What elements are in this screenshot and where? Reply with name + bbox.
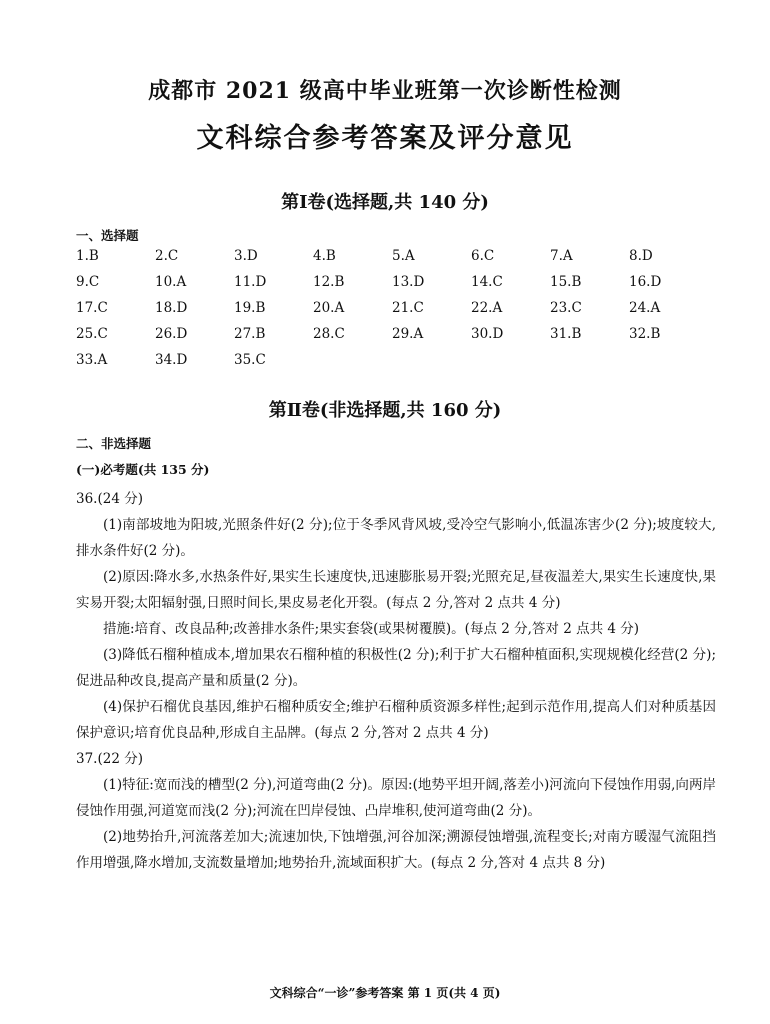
- answer-row: [76, 274, 716, 300]
- page-footer: 文科综合“一诊”参考答案 第 1 页(共 4 页): [269, 986, 501, 1000]
- answer-item: 16.D: [629, 274, 662, 290]
- answer-row: [76, 300, 716, 326]
- answer-item: 4.B: [313, 248, 336, 264]
- answer-item: 12.B: [313, 274, 345, 290]
- answer-item: 14.C: [471, 274, 503, 290]
- answer-item: 22.A: [471, 300, 503, 316]
- answer-paragraph: (2)地势抬升,河流落差加大;流速加快,下蚀增强,河谷加深;溯源侵蚀增强,流程变长;对南方暖湿气流阻挡作用增强,降水增加,支流数量增加;地势抬升,流域面积扩大。(每点 2 分,答对 4 点共 8 分): [76, 829, 716, 871]
- answer-row: [76, 248, 716, 274]
- answer-item: 3.D: [234, 248, 258, 264]
- answer-item: 33.A: [76, 352, 108, 368]
- answer-item: 27.B: [234, 326, 266, 342]
- answer-item: 29.A: [392, 326, 424, 342]
- part2-heading: 第Ⅱ卷(非选择题,共 160 分): [268, 400, 502, 421]
- answer-item: 11.D: [234, 274, 267, 290]
- answer-item: 9.C: [76, 274, 100, 290]
- section-label-choice: 一、选择题: [76, 228, 139, 243]
- answer-grid: [76, 248, 716, 378]
- answer-paragraph: (3)降低石榴种植成本,增加果农石榴种植的积极性(2 分);利于扩大石榴种植面积,实现规模化经营(2 分);促进品种改良,提高产量和质量(2 分)。: [76, 647, 716, 689]
- answer-item: 6.C: [471, 248, 495, 264]
- answer-item: 23.C: [550, 300, 582, 316]
- answer-body: [76, 486, 716, 876]
- answer-item: 28.C: [313, 326, 345, 342]
- answer-paragraph: (4)保护石榴优良基因,维护石榴种质安全;维护石榴种质资源多样性;起到示范作用,提高人们对种质基因保护意识;培育优良品种,形成自主品牌。(每点 2 分,答对 2 点共 4 分): [76, 699, 716, 741]
- answer-item: 34.D: [155, 352, 188, 368]
- answer-item: 10.A: [155, 274, 187, 290]
- answer-paragraph: (2)原因:降水多,水热条件好,果实生长速度快,迅速膨胀易开裂;光照充足,昼夜温差大,果实生长速度快,果实易开裂;太阳辐射强,日照时间长,果皮易老化开裂。(每点 2 分,答对 2 点共 4 分): [76, 569, 716, 611]
- answer-item: 15.B: [550, 274, 582, 290]
- subsection-required: (一)必考题(共 135 分): [76, 462, 210, 477]
- answer-item: 30.D: [471, 326, 504, 342]
- answer-item: 31.B: [550, 326, 582, 342]
- question-heading: 36.(24 分): [76, 491, 143, 507]
- document-subtitle: 文科综合参考答案及评分意见: [196, 123, 574, 154]
- answer-paragraph: (1)特征:宽而浅的槽型(2 分),河道弯曲(2 分)。原因:(地势平坦开阔,落差小)河流向下侵蚀作用弱,向两岸侵蚀作用强,河道宽而浅(2 分);河流在凹岸侵蚀、凸岸堆积,使河道弯曲(2 分)。: [76, 777, 716, 819]
- answer-item: 19.B: [234, 300, 266, 316]
- answer-item: 32.B: [629, 326, 661, 342]
- answer-item: 20.A: [313, 300, 345, 316]
- answer-item: 24.A: [629, 300, 661, 316]
- answer-row: [76, 352, 716, 378]
- answer-item: 25.C: [76, 326, 108, 342]
- answer-item: 8.D: [629, 248, 653, 264]
- answer-row: [76, 326, 716, 352]
- answer-item: 1.B: [76, 248, 99, 264]
- answer-item: 17.C: [76, 300, 108, 316]
- answer-paragraph: 措施:培育、改良品种;改善排水条件;果实套袋(或果树覆膜)。(每点 2 分,答对 2 点共 4 分): [103, 621, 640, 637]
- answer-item: 7.A: [550, 248, 573, 264]
- answer-item: 2.C: [155, 248, 179, 264]
- answer-item: 13.D: [392, 274, 425, 290]
- answer-item: 35.C: [234, 352, 266, 368]
- question-heading: 37.(22 分): [76, 751, 143, 767]
- section-label-nonchoice: 二、非选择题: [76, 436, 152, 451]
- answer-item: 26.D: [155, 326, 188, 342]
- answer-item: 21.C: [392, 300, 424, 316]
- answer-paragraph: (1)南部坡地为阳坡,光照条件好(2 分);位于冬季风背风坡,受冷空气影响小,低温冻害少(2 分);坡度较大,排水条件好(2 分)。: [76, 517, 716, 559]
- exam-title: 成都市 2021 级高中毕业班第一次诊断性检测: [148, 78, 622, 104]
- part1-heading: 第Ⅰ卷(选择题,共 140 分): [281, 192, 489, 213]
- answer-item: 18.D: [155, 300, 188, 316]
- answer-item: 5.A: [392, 248, 415, 264]
